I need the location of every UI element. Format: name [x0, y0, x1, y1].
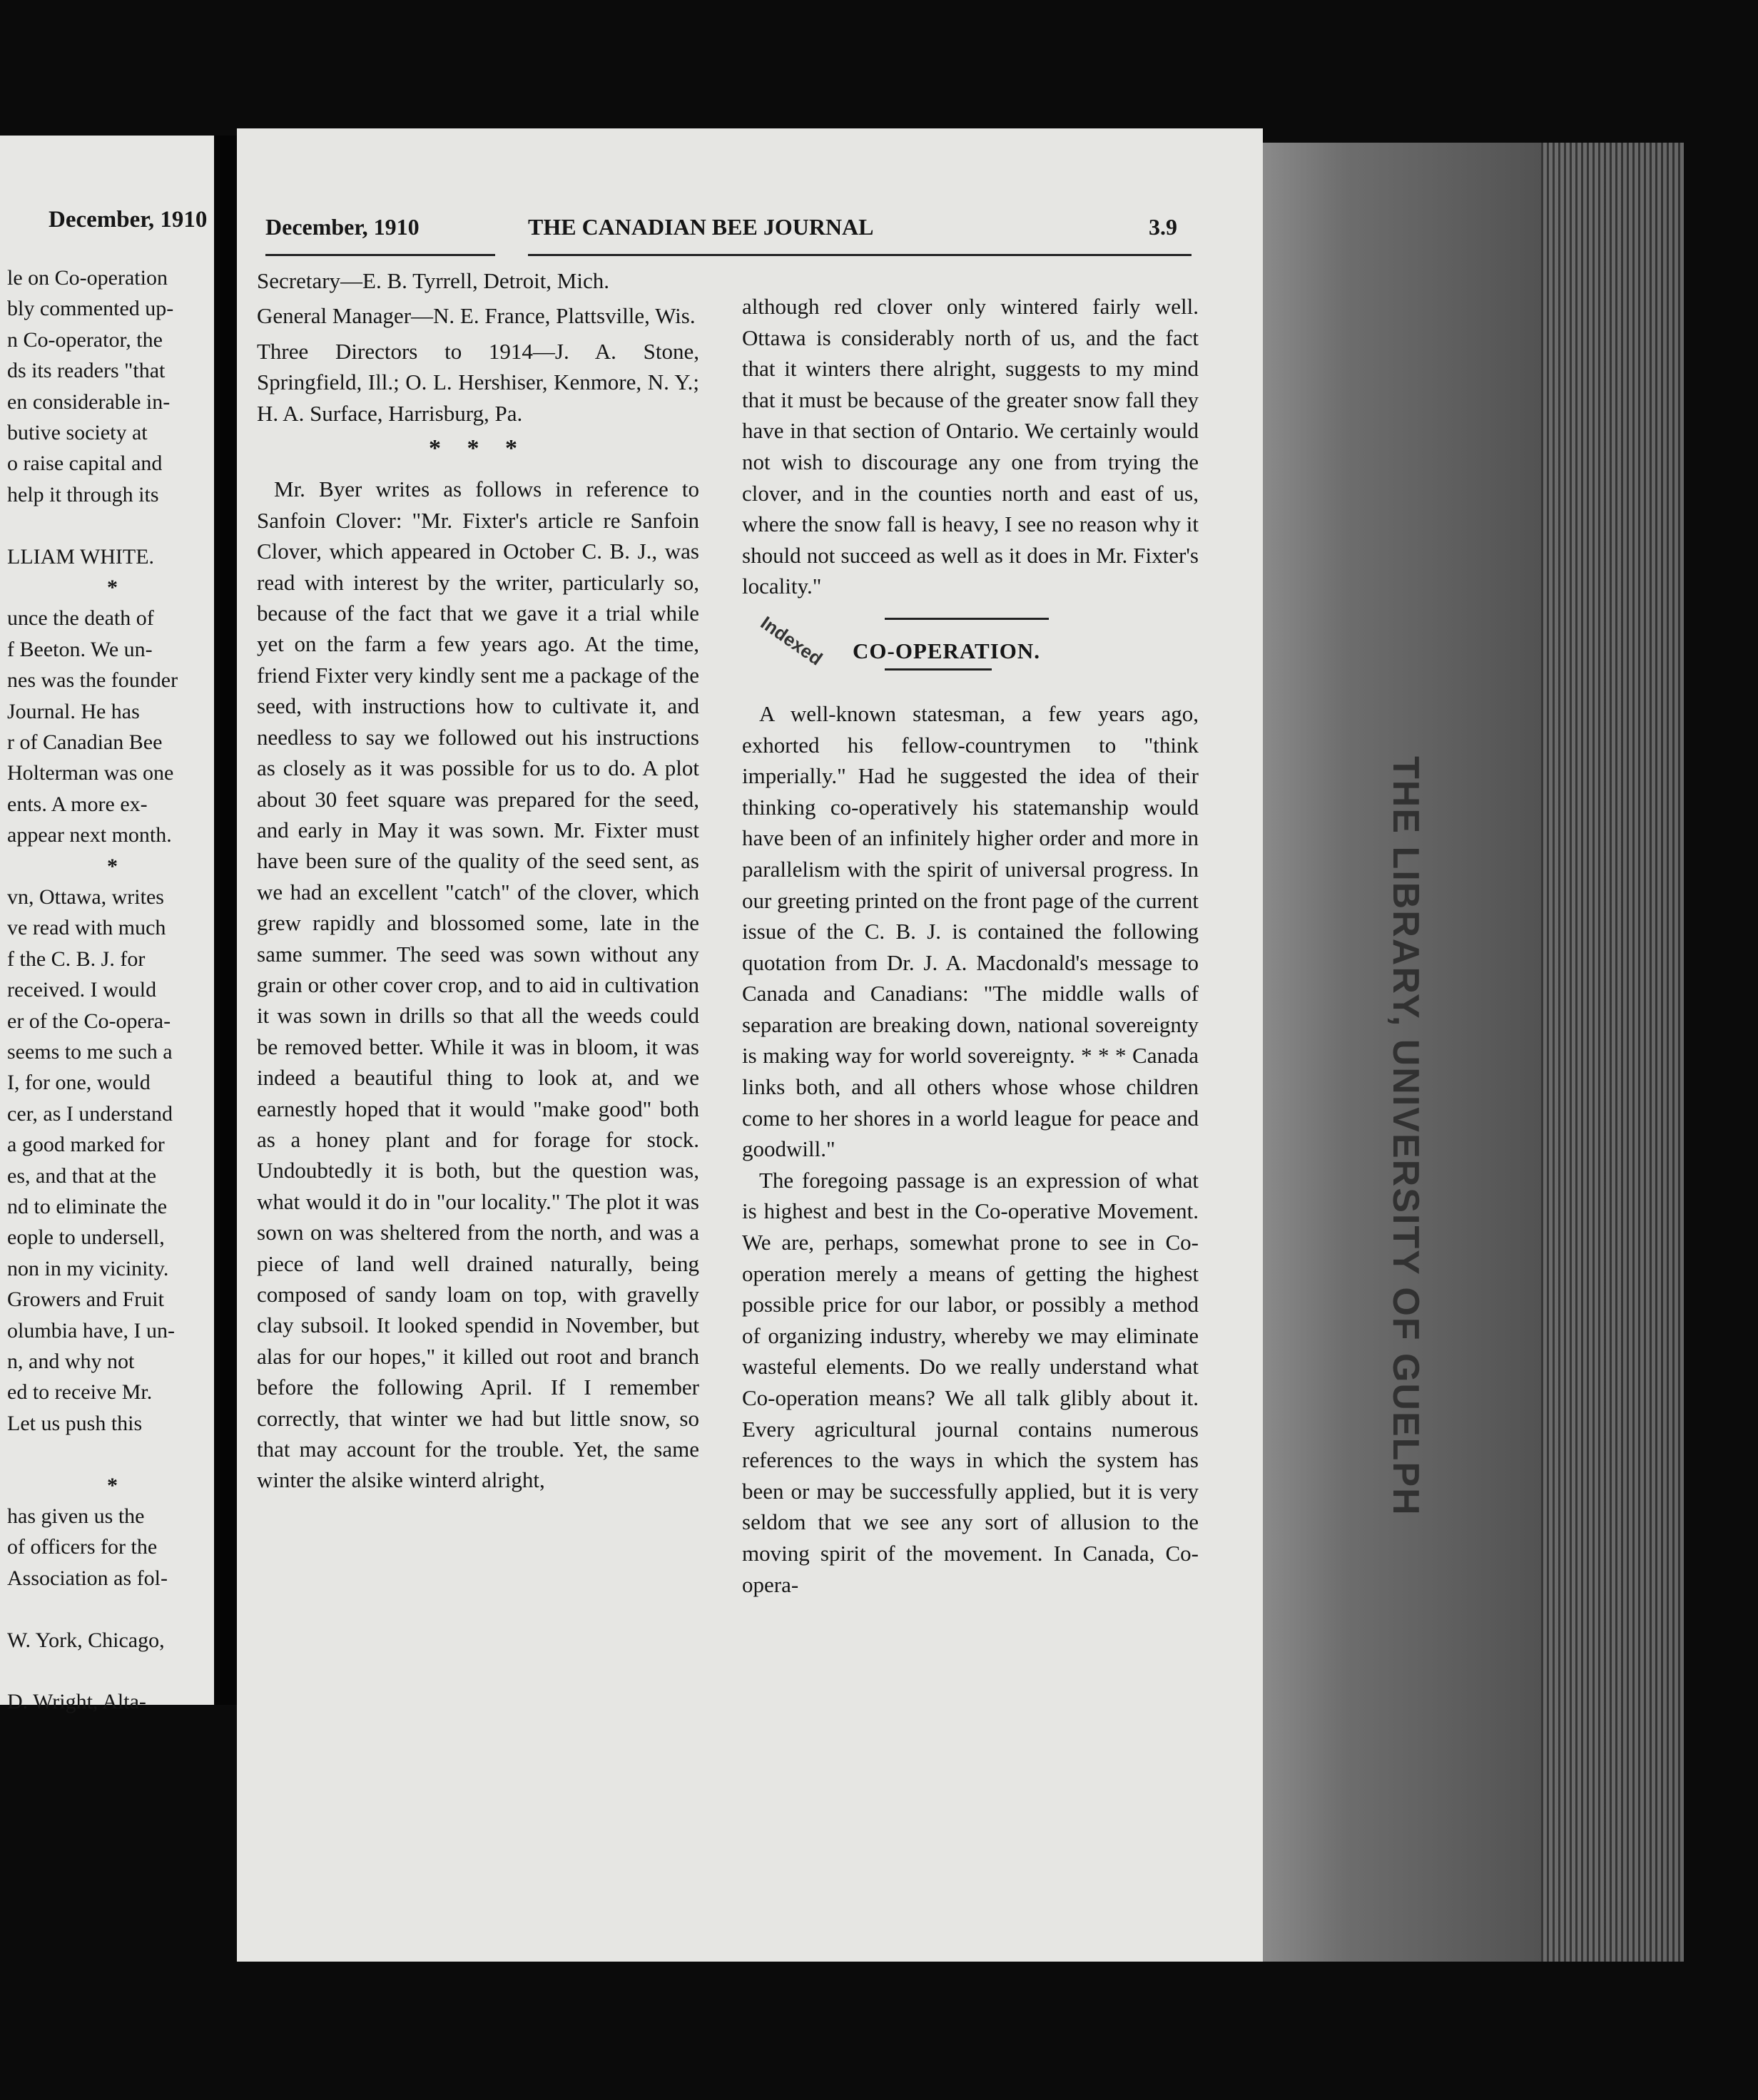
heading-block — [742, 611, 1199, 683]
left-page-line: n Co-operator, the — [7, 327, 163, 352]
left-page-line: butive society at — [7, 421, 148, 444]
left-page-line: * — [107, 854, 118, 878]
left-page-line: Holterman was one — [7, 761, 174, 785]
left-page-line: a good marked for — [7, 1133, 165, 1157]
article-sanfoin-clover: Mr. Byer writes as follows in reference to Sanfoin Clover: "Mr. Fixter's article re Sanfoin Clover, which appeared in October C. B. J., was read with interest by the writer, particularly so, because of the fact that we gave it a trial while yet on the farm a few years ago. At the time, friend Fixter very kindly sent me a package of the seed, with instructions how to cultivate it, and needless to say we followed out his instructions as closely as it was possible for us to do. A plot about 30 feet square was prepared for the seed, and early in May it was sown. Mr. Fixter must have been sure of the quality of the seed sent, as we had an excellent "catch" of the clover, which grew rapidly and blossomed some, late in the same summer. The seed was sown without any grain or other cover crop, and to aid in cultivation it was sown in drills so that all the weeds could be removed better. While it was in bloom, it was indeed a beautiful thing to look at, and we earnestly hoped that it would "make good" both as a honey plant and for forage for stock. Undoubtedly it is both, but the question was, what would it do in "our locality." The plot it was sown on was sheltered from the north, and was a piece of land well drained naturally, being composed of sandy loam on top, with gravelly clay subsoil. It looked spendid in November, but alas for our hopes," it killed out root and branch before the following April. If I remember correctly, that winter we had but little snow, so that may account for the trouble. Yet, the same winter the alsike winterd alright, — [257, 476, 699, 1493]
left-page-line: n, and why not — [7, 1350, 135, 1373]
left-page-line: le on Co-operation — [7, 266, 168, 290]
section-heading: CO-OPERATION. — [853, 638, 1041, 663]
left-page-line: help it through its — [7, 482, 159, 506]
officer-directors: Three Directors to 1914—J. A. Stone, Springfield, Ill.; O. L. Hershiser, Kenmore, N. Y.; H. A. Surface, Harrisburg, Pa. — [257, 338, 699, 426]
book-gutter — [214, 136, 237, 1705]
left-page-line: Let us push this — [7, 1411, 143, 1435]
column-1 — [257, 265, 699, 1496]
left-page-line: ed to receive Mr. — [7, 1380, 153, 1405]
section-divider — [885, 618, 1049, 620]
left-page-line: r of Canadian Bee — [7, 730, 163, 754]
left-page-line: nd to eliminate the — [7, 1195, 168, 1218]
left-page-line: W. York, Chicago, — [7, 1628, 165, 1652]
left-page-line: * — [107, 576, 118, 599]
left-page-line: ds its readers "that — [7, 359, 166, 383]
left-page-line: of officers for the — [7, 1535, 158, 1559]
left-page-line: has given us the — [7, 1504, 145, 1528]
left-page-line: eople to undersell, — [7, 1225, 165, 1250]
left-page-line: ve read with much — [7, 916, 166, 940]
left-page-line: nes was the founder — [7, 668, 178, 693]
left-page-line: o raise capital and — [7, 452, 163, 476]
left-page-line: ents. A more ex- — [7, 792, 148, 816]
officer-secretary: Secretary—E. B. Tyrrell, Detroit, Mich. — [257, 268, 609, 293]
left-page-line: vn, Ottawa, writes — [7, 885, 164, 909]
page-edge-lines — [1541, 143, 1684, 1962]
paragraph: A well-known statesman, a few years ago, exhorted his fellow-countrymen to "think imperially." Had he suggested the idea of their thinking co-operatively his statemanship would have been of an infinitely higher order and more in parallelism with the spirit of universal progress. In our greeting printed on the front page of the current issue of the C. B. J. is contained the following quotation from Dr. J. A. Macdonald's message to Canada and Canadians: "The middle walls of separation are breaking down, national sovereignty is making way for world sovereignty. * * * Canada links both, and all others whose whose children come to her shores in a world league for peace and goodwill." — [742, 700, 1199, 1162]
left-page-line: Growers and Fruit — [7, 1288, 164, 1312]
left-page-line: bly commented up- — [7, 297, 174, 321]
column-2 — [742, 291, 1199, 1600]
left-page-line: seems to me such a — [7, 1040, 173, 1064]
left-page-line: cer, as I understand — [7, 1101, 173, 1126]
header-rule-right — [528, 254, 1192, 256]
left-page-line: received. I would — [7, 978, 157, 1002]
library-stamp: THE LIBRARY, UNIVERSITY OF GUELPH — [1385, 756, 1426, 1517]
left-page-line: unce the death of — [7, 606, 154, 631]
left-page-line: appear next month. — [7, 823, 172, 847]
left-page-line: er of the Co-opera- — [7, 1009, 171, 1033]
article-continuation: although red clover only wintered fairly well. Ottawa is considerably north of us, and the fact that it winters there alright, suggests to my mind that it must be because of the greater snow fall they have in that section of Ontario. We certainly would not wish to discourage any one from trying the clover, and in the counties north and east of us, where the snow fall is heavy, I see no reason why it should not succeed as well as it does in Mr. Fixter's locality." — [742, 294, 1199, 599]
left-page-line: I, for one, would — [7, 1071, 151, 1095]
left-page-header: December, 1910 — [49, 207, 208, 233]
section-separator: * * * — [429, 435, 527, 462]
header-date: December, 1910 — [265, 214, 420, 240]
left-page-line: D. Wright, Alta- — [7, 1690, 146, 1714]
left-page-line: es, and that at the — [7, 1163, 157, 1188]
journal-title: THE CANADIAN BEE JOURNAL — [528, 214, 874, 240]
book-page-edges — [1263, 143, 1684, 1962]
paragraph: The foregoing passage is an expression of what is highest and best in the Co-operative Movement. We are, perhaps, somewhat prone to see in Co-operation merely a means of getting the highest possible price for our labor, or possibly a method of organizing industry, whereby we may eliminate wasteful elements. Do we really understand what Co-operation means? We all talk glibly about it. Every agricultural journal contains numerous references to the ways in which the system has been or may be successfully applied, but it is very seldom that we see any sort of allusion to the moving spirit of the movement. In Canada, Co-opera- — [742, 1167, 1199, 1597]
left-page-line: non in my vicinity. — [7, 1256, 169, 1280]
left-page-line: en considerable in- — [7, 389, 171, 414]
left-page — [0, 136, 214, 1714]
left-page-line: f the C. B. J. for — [7, 947, 146, 971]
left-page-line: * — [107, 1473, 118, 1497]
left-page-line: Association as fol- — [7, 1566, 168, 1590]
cooperation-body — [742, 698, 1199, 1600]
officer-general-manager: General Manager—N. E. France, Plattsville, Wis. — [257, 303, 696, 329]
indexed-stamp: Indexed — [756, 611, 827, 670]
heading-underline — [885, 668, 992, 671]
left-page-line: olumbia have, I un- — [7, 1318, 175, 1342]
page-number: 3.9 — [1149, 214, 1177, 240]
left-page-line: Journal. He has — [7, 699, 140, 723]
left-page-line: f Beeton. We un- — [7, 637, 153, 661]
left-page-line: LLIAM WHITE. — [7, 544, 155, 569]
header-rule-left — [265, 254, 495, 256]
